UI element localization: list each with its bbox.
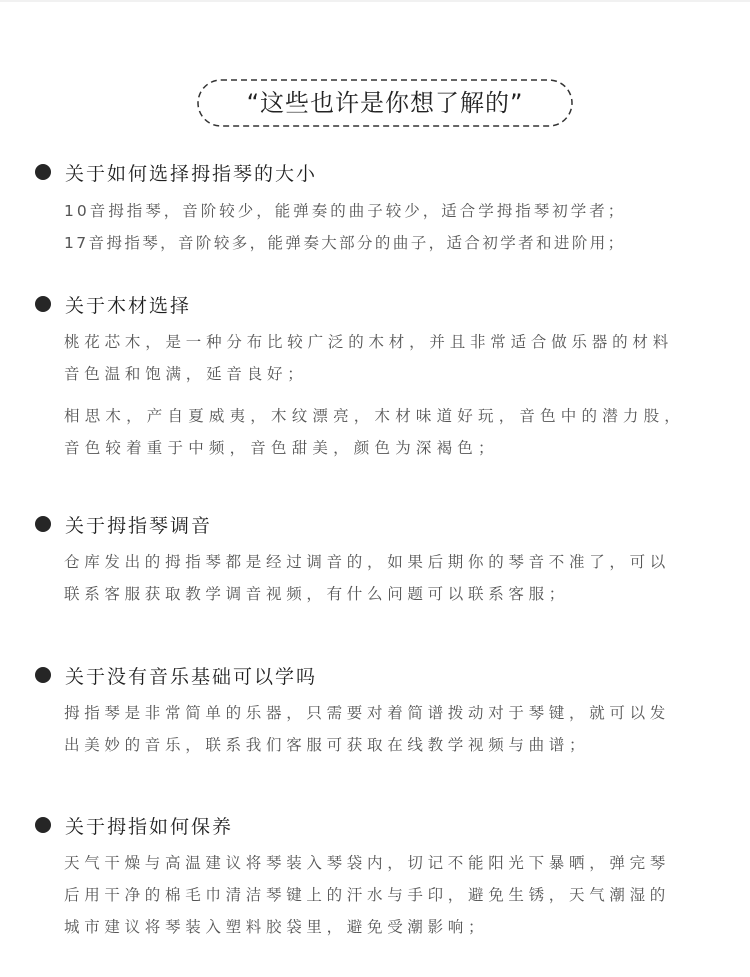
bullet-icon — [35, 296, 51, 312]
title-banner — [196, 78, 574, 128]
section-heading-text: 关于如何选择拇指琴的大小 — [65, 162, 318, 185]
body-line: 相思木，产自夏威夷，木纹漂亮，木材味道好玩，音色中的潜力股， — [64, 407, 686, 425]
section-heading — [35, 812, 233, 838]
body-line: 天气干燥与高温建议将琴装入琴袋内，切记不能阳光下暴晒，弹完琴 — [64, 854, 671, 872]
bullet-icon — [35, 164, 51, 180]
page-title: “这些也许是你想了解的” — [246, 89, 524, 117]
bullet-icon — [35, 667, 51, 683]
bullet-icon — [35, 817, 51, 833]
body-line: 出美妙的音乐，联系我们客服可获取在线教学视频与曲谱； — [64, 736, 590, 754]
body-line: 音色温和饱满，延音良好； — [64, 365, 308, 383]
body-line: 10音拇指琴，音阶较少，能弹奏的曲子较少，适合学拇指琴初学者； — [64, 202, 627, 220]
bullet-icon — [35, 516, 51, 532]
body-line: 音色较着重于中频，音色甜美，颜色为深褐色； — [64, 439, 499, 457]
body-line: 17音拇指琴，音阶较多，能弹奏大部分的曲子，适合初学者和进阶用； — [64, 234, 626, 252]
section-heading — [35, 511, 212, 537]
section-heading-text: 关于拇指如何保养 — [65, 815, 234, 838]
body-line: 桃花芯木，是一种分布比较广泛的木材，并且非常适合做乐器的材料 — [64, 333, 674, 351]
section-heading-text: 关于没有音乐基础可以学吗 — [65, 665, 318, 688]
section-heading — [35, 662, 317, 688]
body-line: 后用干净的棉毛巾清洁琴键上的汗水与手印，避免生锈，天气潮湿的 — [64, 886, 671, 904]
body-line: 城市建议将琴装入塑料胶袋里，避免受潮影响； — [64, 918, 489, 936]
section-heading — [35, 159, 317, 185]
section-heading-text: 关于木材选择 — [65, 294, 192, 317]
body-line: 拇指琴是非常简单的乐器，只需要对着简谱拨动对于琴键，就可以发 — [64, 704, 671, 722]
body-line: 仓库发出的拇指琴都是经过调音的，如果后期你的琴音不准了，可以 — [64, 553, 671, 571]
section-heading-text: 关于拇指琴调音 — [65, 514, 213, 537]
section-heading — [35, 291, 191, 317]
body-line: 联系客服获取教学调音视频，有什么问题可以联系客服； — [64, 585, 570, 603]
top-divider — [0, 0, 750, 2]
